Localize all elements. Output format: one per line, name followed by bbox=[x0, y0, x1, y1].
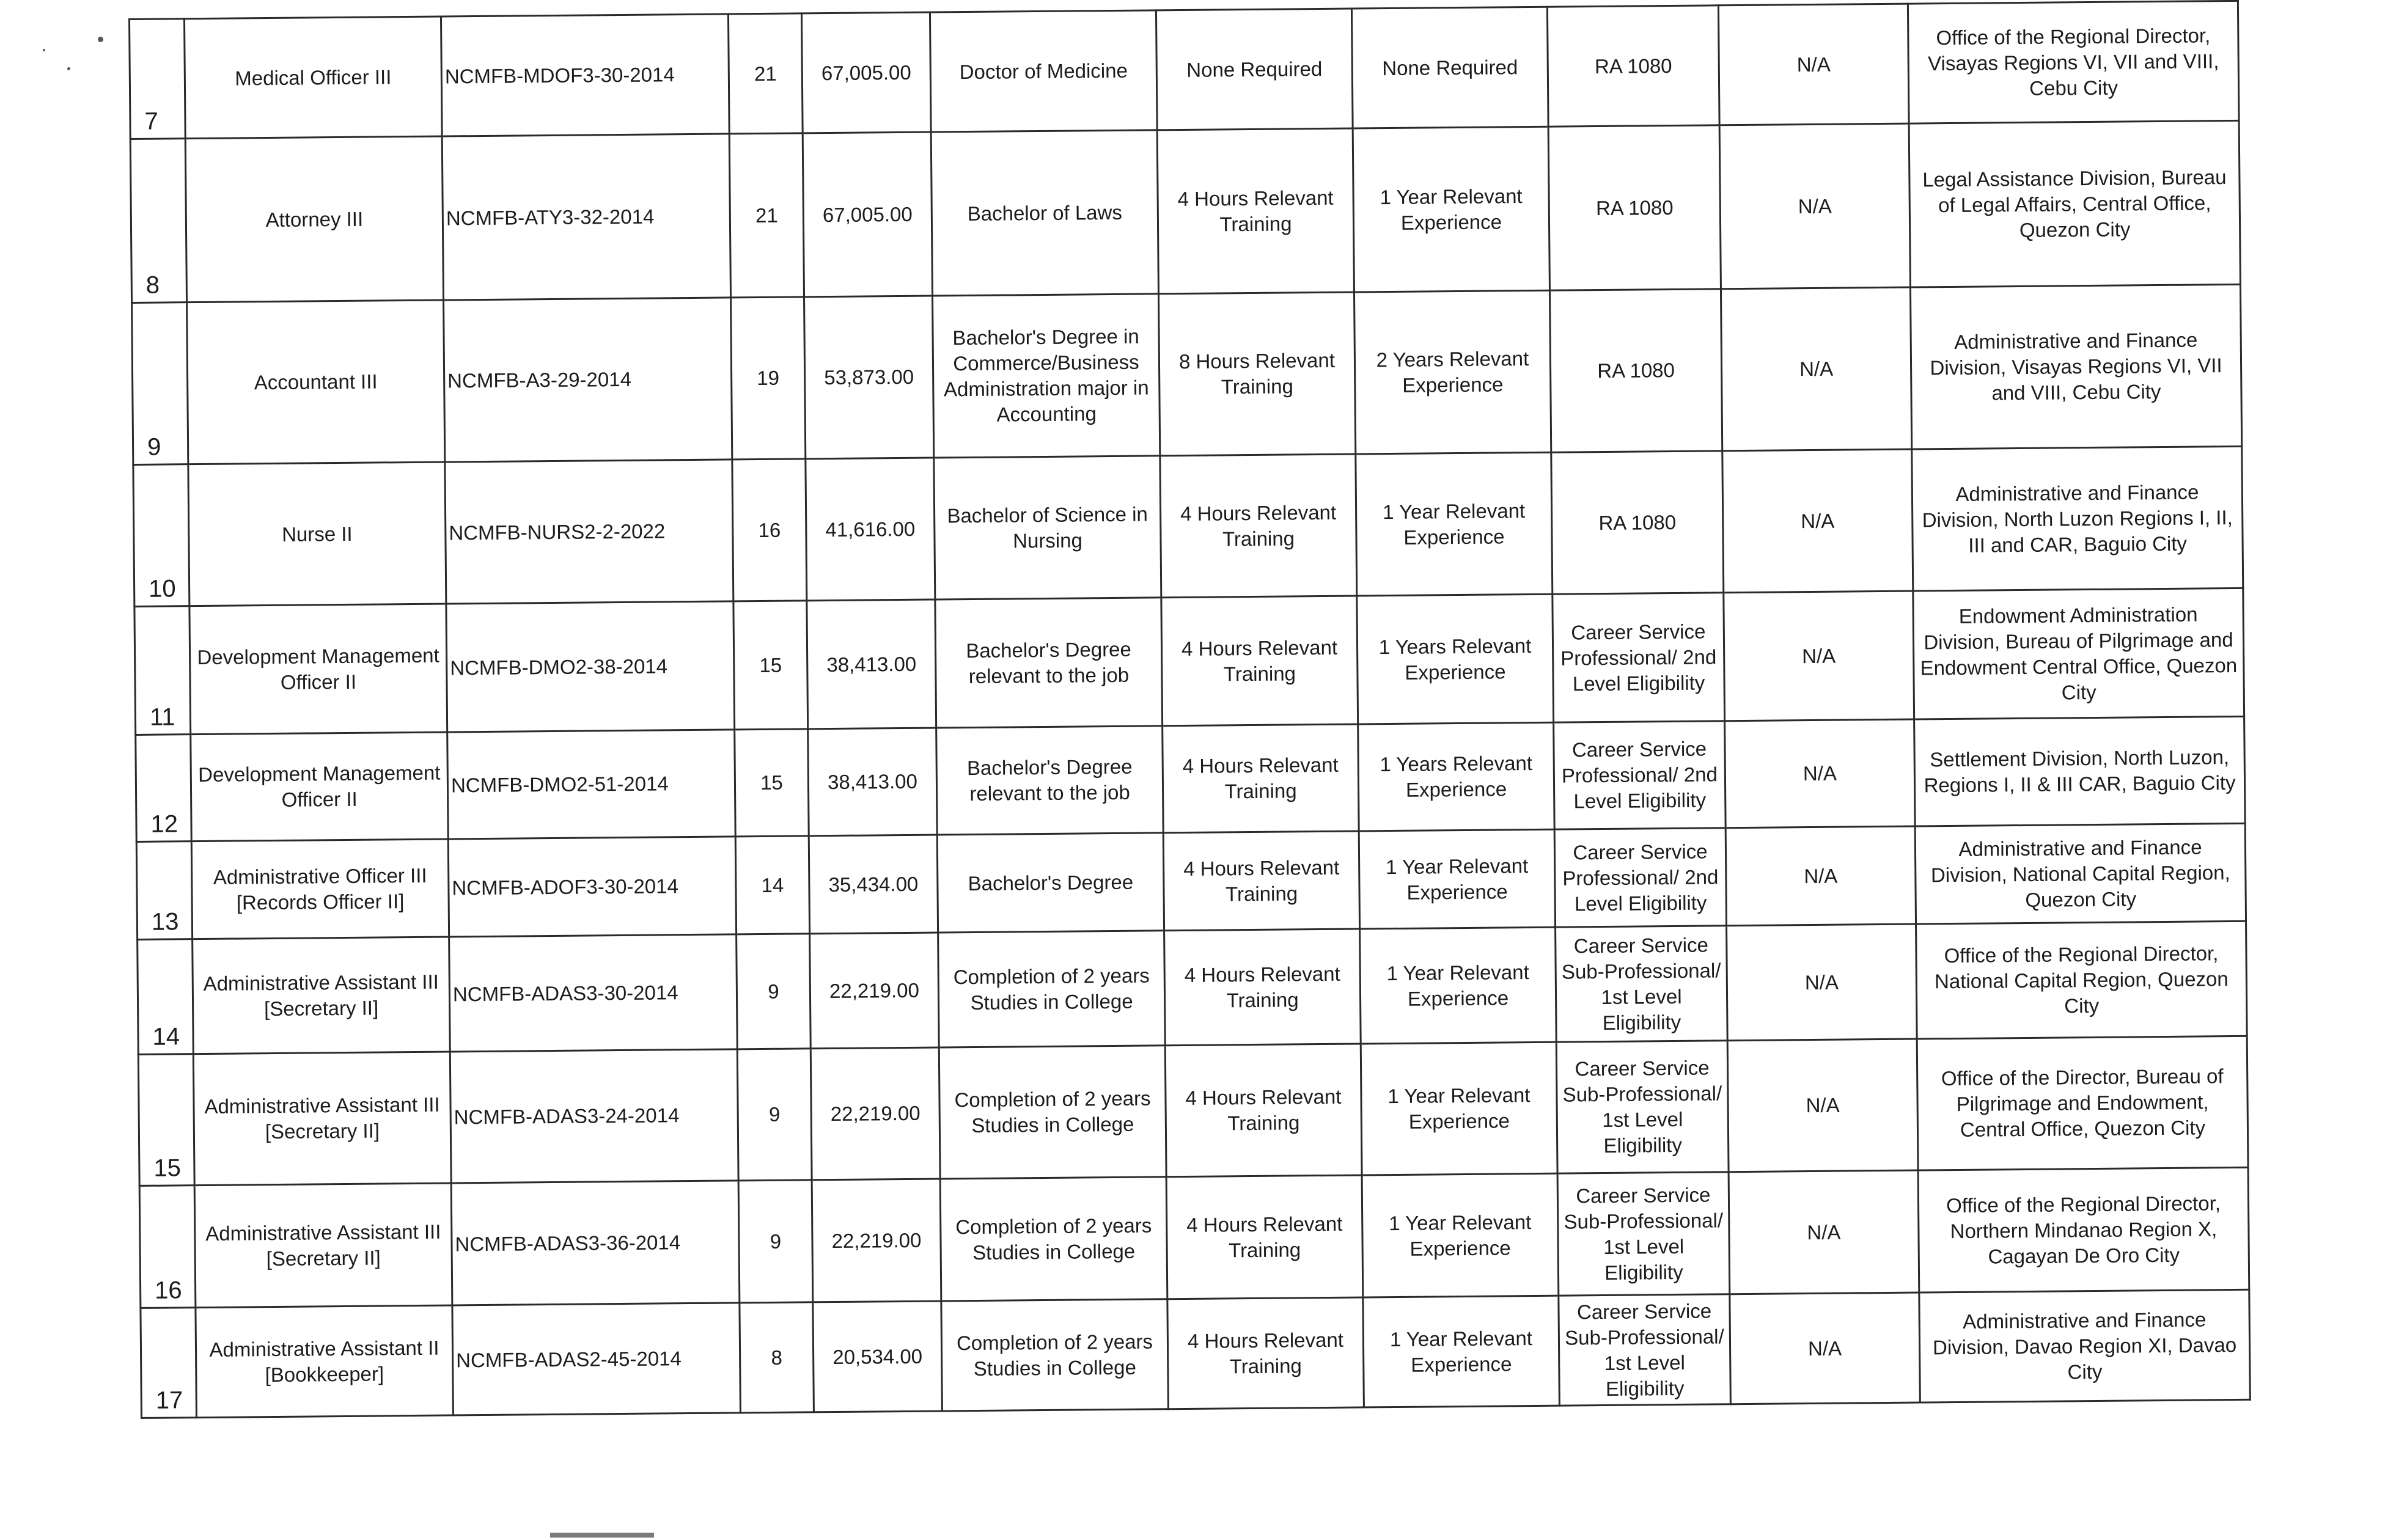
row-number: 8 bbox=[130, 139, 186, 303]
plantilla-item-number: NCMFB-NURS2-2-2022 bbox=[445, 460, 733, 604]
table-row bbox=[133, 446, 2243, 606]
competency-requirement: N/A bbox=[1725, 719, 1916, 828]
education-requirement: Bachelor of Laws bbox=[931, 130, 1158, 296]
table-row bbox=[130, 1, 2240, 139]
row-number: 11 bbox=[134, 606, 191, 735]
plantilla-item-number: NCMFB-DMO2-51-2014 bbox=[447, 730, 736, 839]
plantilla-item-number: NCMFB-ADAS3-36-2014 bbox=[451, 1181, 740, 1305]
plantilla-item-number: NCMFB-ATY3-32-2014 bbox=[442, 134, 730, 300]
monthly-salary: 38,413.00 bbox=[807, 600, 936, 729]
competency-requirement: N/A bbox=[1724, 591, 1914, 721]
position-title: Development Management Officer II bbox=[191, 732, 449, 842]
eligibility-requirement: RA 1080 bbox=[1549, 289, 1722, 452]
row-number: 17 bbox=[141, 1308, 197, 1418]
position-title: Nurse II bbox=[188, 462, 446, 606]
training-requirement: 4 Hours Relevant Training bbox=[1160, 454, 1357, 598]
training-requirement: 4 Hours Relevant Training bbox=[1161, 596, 1358, 726]
position-title: Attorney III bbox=[185, 136, 443, 302]
experience-requirement: 1 Year Relevant Experience bbox=[1363, 1296, 1560, 1407]
competency-requirement: N/A bbox=[1719, 123, 1910, 289]
eligibility-requirement: RA 1080 bbox=[1547, 6, 1719, 127]
experience-requirement: 1 Years Relevant Experience bbox=[1357, 594, 1554, 724]
monthly-salary: 38,413.00 bbox=[808, 728, 938, 836]
competency-requirement: N/A bbox=[1729, 1170, 1919, 1294]
competency-requirement: N/A bbox=[1730, 1292, 1920, 1404]
competency-requirement: N/A bbox=[1722, 449, 1913, 593]
monthly-salary: 22,219.00 bbox=[810, 933, 939, 1049]
place-of-assignment: Office of the Regional Director, Northern Mindanao Region X, Cagayan De Oro City bbox=[1918, 1167, 2249, 1292]
training-requirement: 8 Hours Relevant Training bbox=[1158, 292, 1355, 456]
scanned-page bbox=[128, 0, 2251, 1419]
competency-requirement: N/A bbox=[1718, 4, 1909, 125]
eligibility-requirement: Career Service Sub-Professional/ 1st Level Eligibility bbox=[1556, 1041, 1729, 1173]
education-requirement: Completion of 2 years Studies in College bbox=[938, 931, 1166, 1047]
table-row bbox=[132, 284, 2242, 464]
row-number: 15 bbox=[138, 1054, 194, 1186]
plantilla-item-number: NCMFB-ADOF3-30-2014 bbox=[448, 837, 736, 937]
row-number: 13 bbox=[136, 842, 192, 940]
position-title: Development Management Officer II bbox=[189, 604, 447, 735]
eligibility-requirement: Career Service Professional/ 2nd Level Eligibility bbox=[1554, 828, 1726, 927]
table-row bbox=[136, 716, 2245, 842]
salary-grade: 9 bbox=[737, 1049, 812, 1181]
place-of-assignment: Settlement Division, North Luzon, Regions I, II & III CAR, Baguio City bbox=[1914, 716, 2246, 826]
vacancy-table bbox=[128, 0, 2251, 1419]
plantilla-item-number: NCMFB-ADAS2-45-2014 bbox=[452, 1303, 741, 1415]
experience-requirement: 1 Year Relevant Experience bbox=[1361, 1042, 1557, 1175]
place-of-assignment: Administrative and Finance Division, North Luzon Regions I, II, III and CAR, Baguio City bbox=[1912, 446, 2243, 591]
plantilla-item-number: NCMFB-DMO2-38-2014 bbox=[446, 601, 735, 732]
salary-grade: 16 bbox=[732, 459, 807, 601]
training-requirement: 4 Hours Relevant Training bbox=[1165, 1044, 1362, 1177]
eligibility-requirement: Career Service Sub-Professional/ 1st Level Eligibility bbox=[1559, 1294, 1731, 1406]
experience-requirement: 1 Year Relevant Experience bbox=[1356, 452, 1553, 596]
place-of-assignment: Administrative and Finance Division, Visayas Regions VI, VII and VIII, Cebu City bbox=[1910, 284, 2241, 449]
scan-speck bbox=[98, 37, 103, 42]
training-requirement: 4 Hours Relevant Training bbox=[1167, 1297, 1364, 1409]
competency-requirement: N/A bbox=[1721, 287, 1911, 451]
monthly-salary: 20,534.00 bbox=[813, 1301, 943, 1412]
training-requirement: 4 Hours Relevant Training bbox=[1164, 929, 1361, 1046]
eligibility-requirement: Career Service Sub-Professional/ 1st Level Eligibility bbox=[1556, 926, 1728, 1042]
education-requirement: Completion of 2 years Studies in College bbox=[940, 1177, 1167, 1301]
plantilla-item-number: NCMFB-A3-29-2014 bbox=[444, 298, 732, 462]
row-number: 12 bbox=[136, 735, 192, 842]
table-row bbox=[136, 823, 2246, 939]
competency-requirement: N/A bbox=[1725, 826, 1916, 926]
row-number: 7 bbox=[130, 19, 186, 139]
education-requirement: Bachelor's Degree relevant to the job bbox=[935, 598, 1163, 728]
education-requirement: Completion of 2 years Studies in College bbox=[939, 1046, 1166, 1179]
row-number: 9 bbox=[132, 302, 188, 465]
plantilla-item-number: NCMFB-MDOF3-30-2014 bbox=[441, 14, 729, 136]
competency-requirement: N/A bbox=[1727, 1039, 1918, 1172]
monthly-salary: 22,219.00 bbox=[812, 1179, 941, 1302]
table-row bbox=[138, 921, 2247, 1054]
position-title: Administrative Assistant III [Secretary II] bbox=[193, 1052, 451, 1186]
monthly-salary: 67,005.00 bbox=[803, 132, 932, 297]
salary-grade: 21 bbox=[729, 133, 804, 298]
monthly-salary: 41,616.00 bbox=[806, 458, 935, 601]
monthly-salary: 53,873.00 bbox=[804, 296, 934, 459]
table-row bbox=[134, 588, 2244, 735]
experience-requirement: 1 Year Relevant Experience bbox=[1353, 127, 1549, 292]
salary-grade: 9 bbox=[738, 1180, 813, 1303]
experience-requirement: None Required bbox=[1351, 7, 1548, 128]
row-number: 10 bbox=[133, 464, 189, 607]
salary-grade: 19 bbox=[731, 297, 806, 460]
position-title: Medical Officer III bbox=[185, 16, 443, 139]
education-requirement: Bachelor's Degree relevant to the job bbox=[936, 726, 1164, 835]
place-of-assignment: Office of the Director, Bureau of Pilgrimage and Endowment, Central Office, Quezon City bbox=[1917, 1036, 2248, 1170]
monthly-salary: 22,219.00 bbox=[810, 1047, 940, 1180]
experience-requirement: 1 Years Relevant Experience bbox=[1358, 722, 1555, 831]
training-requirement: 4 Hours Relevant Training bbox=[1157, 128, 1354, 294]
row-number: 16 bbox=[139, 1186, 196, 1308]
education-requirement: Completion of 2 years Studies in College bbox=[941, 1299, 1169, 1411]
experience-requirement: 1 Year Relevant Experience bbox=[1360, 927, 1557, 1044]
competency-requirement: N/A bbox=[1727, 924, 1917, 1041]
scan-speck bbox=[43, 49, 45, 51]
plantilla-item-number: NCMFB-ADAS3-30-2014 bbox=[449, 934, 738, 1052]
place-of-assignment: Office of the Regional Director, Visayas Regions VI, VII and VIII, Cebu City bbox=[1908, 1, 2239, 123]
place-of-assignment: Endowment Administration Division, Bureau of Pilgrimage and Endowment Central Office, Quezon City bbox=[1913, 588, 2244, 719]
eligibility-requirement: RA 1080 bbox=[1548, 125, 1721, 290]
training-requirement: None Required bbox=[1156, 9, 1353, 130]
place-of-assignment: Administrative and Finance Division, National Capital Region, Quezon City bbox=[1915, 823, 2246, 924]
place-of-assignment: Legal Assistance Division, Bureau of Legal Affairs, Central Office, Quezon City bbox=[1909, 120, 2240, 287]
position-title: Administrative Assistant III [Secretary II] bbox=[193, 937, 450, 1054]
salary-grade: 15 bbox=[735, 729, 809, 837]
training-requirement: 4 Hours Relevant Training bbox=[1166, 1175, 1363, 1299]
scan-speck bbox=[67, 67, 70, 70]
eligibility-requirement: Career Service Sub-Professional/ 1st Level Eligibility bbox=[1557, 1172, 1730, 1296]
experience-requirement: 1 Year Relevant Experience bbox=[1362, 1173, 1559, 1297]
table-body bbox=[130, 1, 2251, 1418]
row-number: 14 bbox=[138, 939, 194, 1055]
table-row bbox=[138, 1036, 2248, 1186]
monthly-salary: 35,434.00 bbox=[809, 835, 938, 934]
education-requirement: Bachelor's Degree in Commerce/Business Administration major in Accounting bbox=[933, 294, 1160, 458]
position-title: Administrative Officer III [Records Officer II] bbox=[191, 839, 449, 939]
table-row bbox=[141, 1289, 2250, 1418]
salary-grade: 8 bbox=[740, 1302, 814, 1413]
salary-grade: 9 bbox=[737, 934, 811, 1049]
education-requirement: Doctor of Medicine bbox=[930, 10, 1157, 132]
education-requirement: Bachelor's Degree bbox=[937, 833, 1164, 933]
salary-grade: 14 bbox=[735, 836, 809, 934]
position-title: Accountant III bbox=[187, 300, 445, 464]
training-requirement: 4 Hours Relevant Training bbox=[1163, 831, 1359, 931]
position-title: Administrative Assistant III [Secretary II] bbox=[194, 1183, 452, 1308]
salary-grade: 21 bbox=[728, 13, 803, 134]
place-of-assignment: Office of the Regional Director, National Capital Region, Quezon City bbox=[1916, 921, 2247, 1039]
eligibility-requirement: Career Service Professional/ 2nd Level Eligibility bbox=[1553, 593, 1725, 722]
place-of-assignment: Administrative and Finance Division, Davao Region XI, Davao City bbox=[1919, 1289, 2251, 1402]
scan-edge-mark bbox=[550, 1533, 654, 1538]
training-requirement: 4 Hours Relevant Training bbox=[1163, 724, 1359, 833]
plantilla-item-number: NCMFB-ADAS3-24-2014 bbox=[450, 1049, 738, 1183]
salary-grade: 15 bbox=[733, 601, 808, 730]
eligibility-requirement: Career Service Professional/ 2nd Level Eligibility bbox=[1554, 721, 1726, 829]
experience-requirement: 1 Year Relevant Experience bbox=[1359, 829, 1555, 929]
education-requirement: Bachelor of Science in Nursing bbox=[934, 456, 1161, 600]
monthly-salary: 67,005.00 bbox=[801, 12, 931, 133]
position-title: Administrative Assistant II [Bookkeeper] bbox=[196, 1305, 454, 1418]
experience-requirement: 2 Years Relevant Experience bbox=[1354, 290, 1551, 454]
table-row bbox=[130, 120, 2240, 302]
eligibility-requirement: RA 1080 bbox=[1551, 451, 1724, 594]
table-row bbox=[139, 1167, 2249, 1308]
